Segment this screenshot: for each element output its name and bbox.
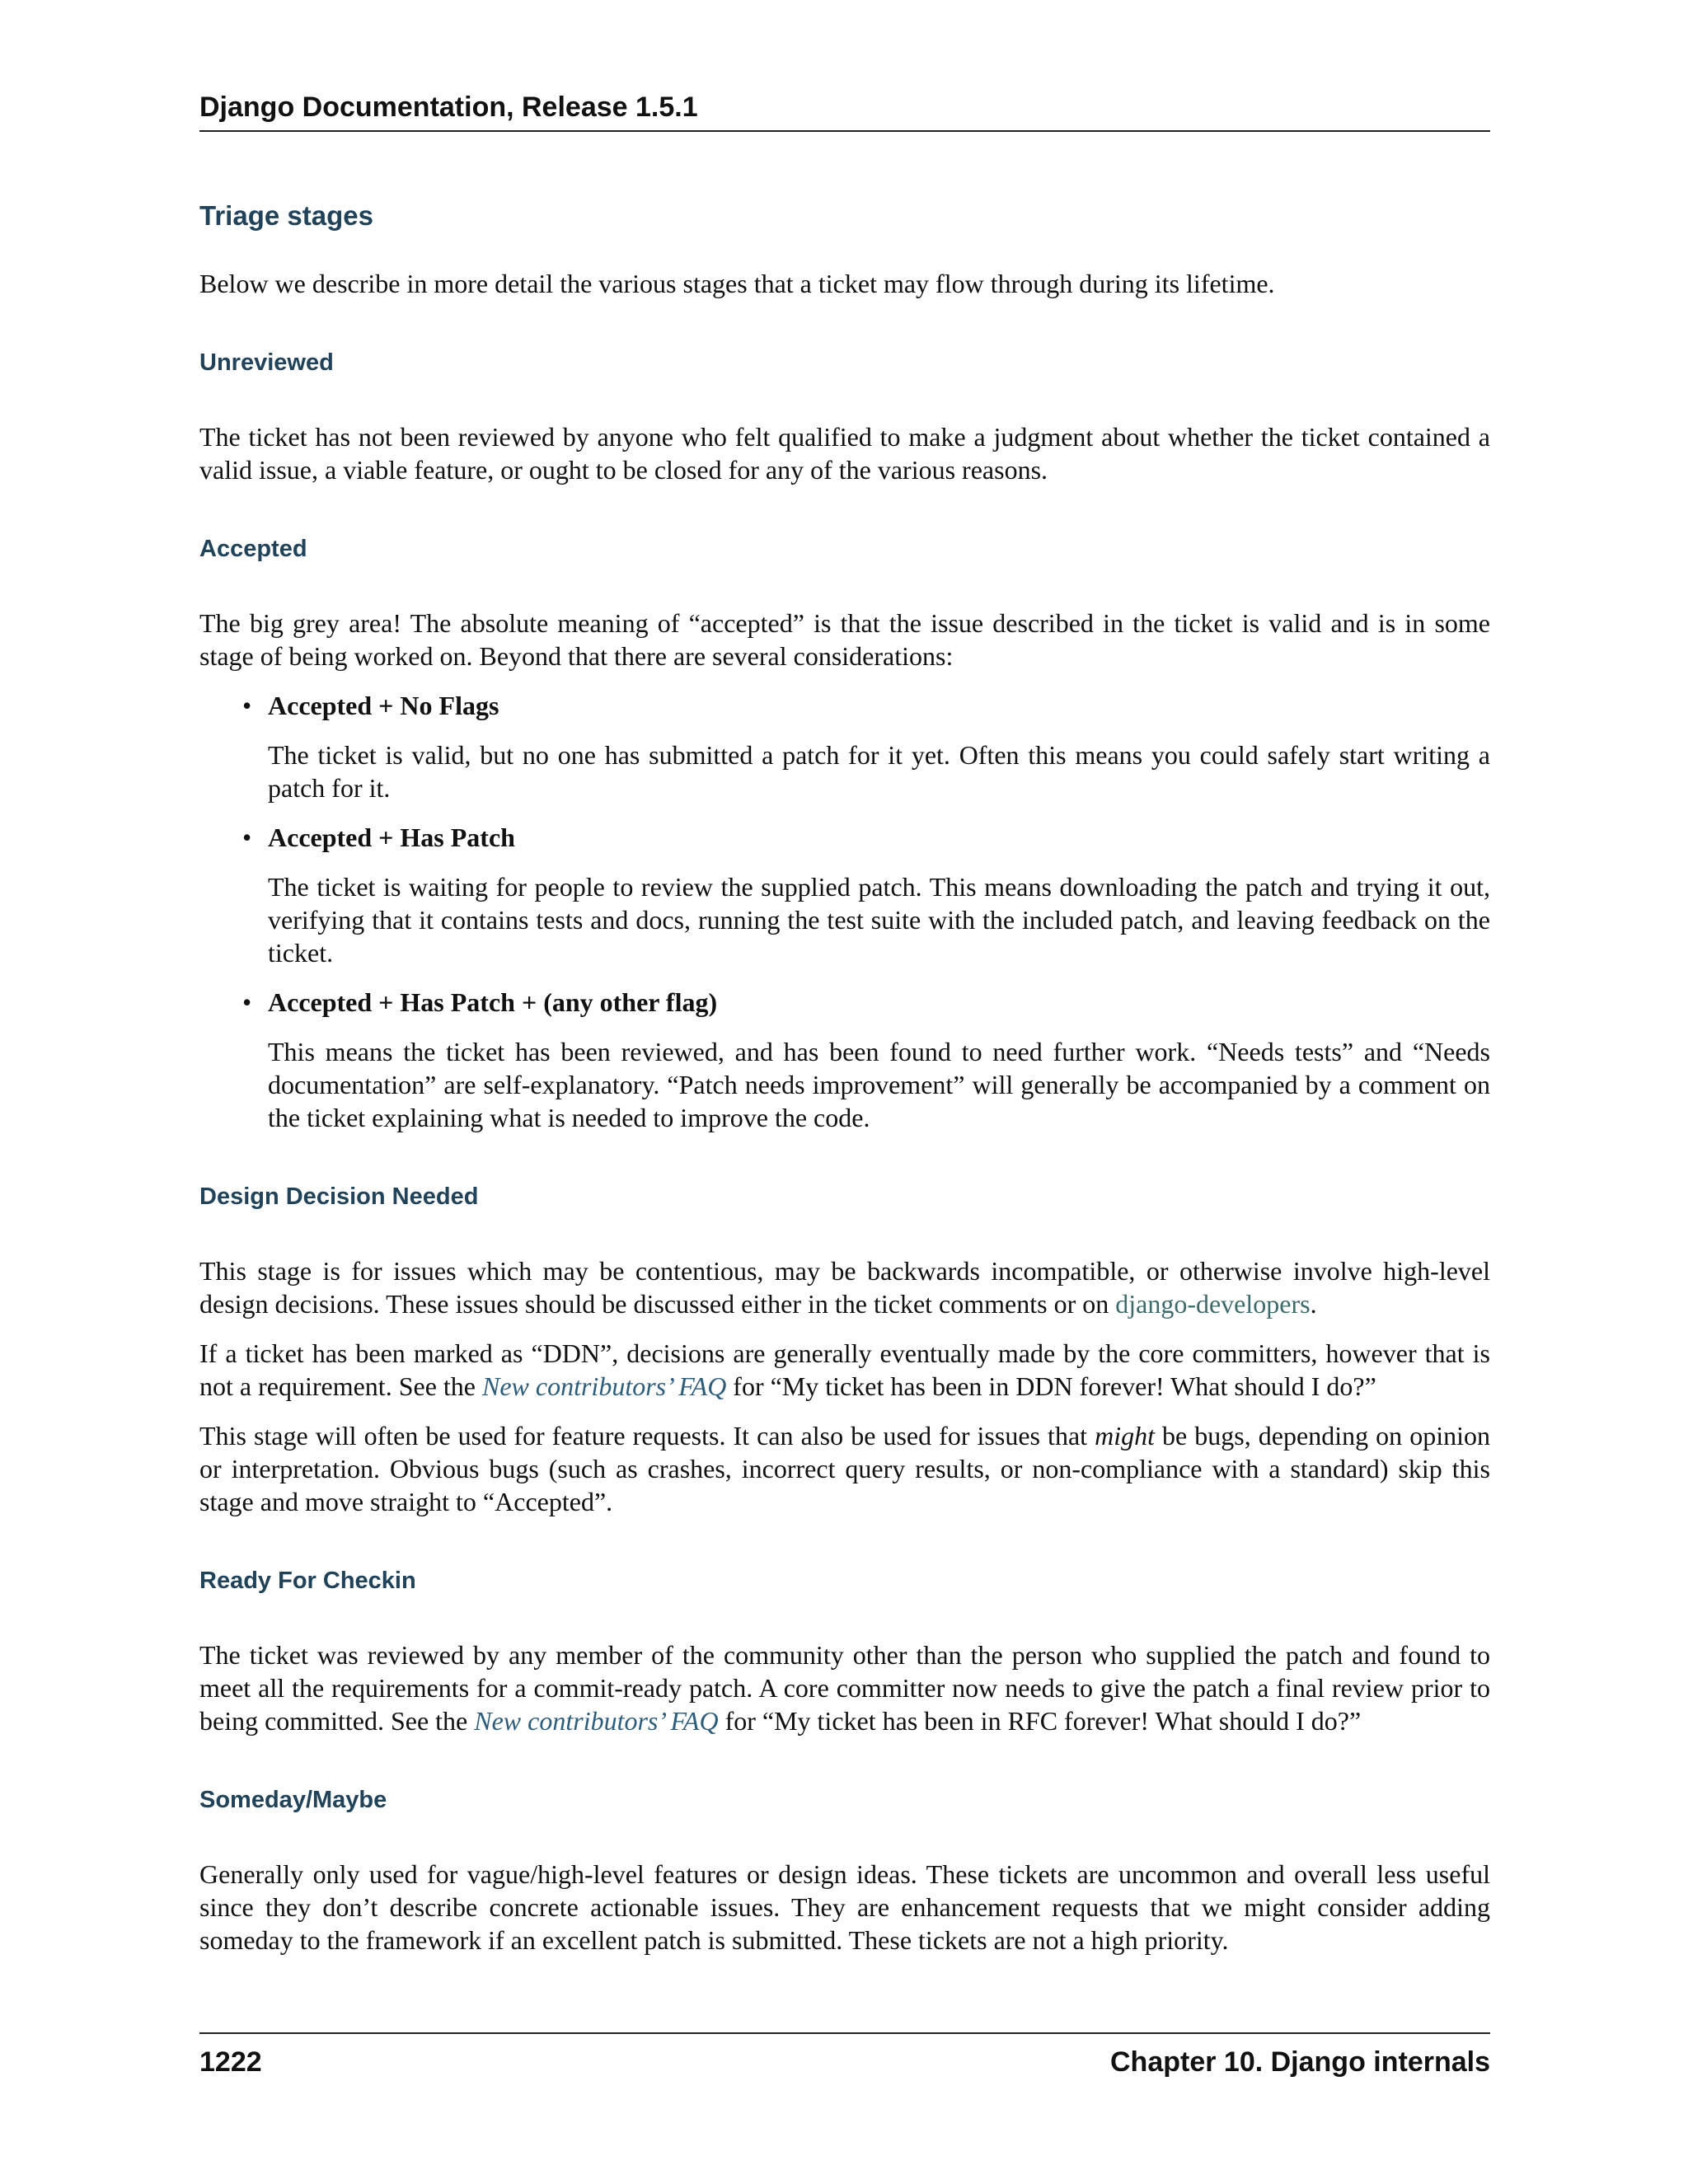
ddn-p1-end: . [1310,1289,1317,1319]
ddn-p2-end: for “My ticket has been in DDN forever! What should I do?” [726,1371,1376,1401]
ddn-paragraph-1 [199,1254,1490,1320]
ddn-p3-end: be bugs, depending on opinion or interpretation. Obvious bugs (such as crashes, incorrect query results, or non-compliance with a standard) skip this stage and move straight to “Accepted”. [199,1421,1491,1516]
ddn-paragraph-3 [199,1419,1490,1518]
rfc-text: The ticket was reviewed by any member of the community other than the person who supplied the patch and found to meet all the requirements for a commit-ready patch. A core committer now needs to give the patch a final review prior to being committed. See the [199,1640,1490,1736]
list-item-term: Accepted + Has Patch + (any other flag) [268,987,718,1017]
page-content [199,196,1490,1973]
bullet-icon: • [242,823,252,852]
page-number: 1222 [199,2046,262,2078]
bullet-icon: • [242,987,252,1017]
list-item-text: This means the ticket has been reviewed, and has been found to need further work. “Needs tests” and “Needs documentation” are self-explanatory. “Patch needs improvement” will generally be accompanied by a comment on the ticket explaining what is needed to improve the code. [268,1037,1490,1132]
heading-design-decision-needed: Design Decision Needed [199,1183,479,1210]
heading-ready-for-checkin: Ready For Checkin [199,1568,416,1594]
running-header: Django Documentation, Release 1.5.1 [199,91,1490,132]
accepted-text: The big grey area! The absolute meaning of “accepted” is that the issue described in the ticket is valid and is in some stage of being worked on. Beyond that there are several considerations: [199,608,1490,671]
list-item-text: The ticket is valid, but no one has submitted a patch for it yet. Often this means you could safely start writing a patch for it. [268,740,1490,803]
rfc-end: for “My ticket has been in RFC forever! What should I do?” [718,1706,1362,1736]
document-page [199,0,1490,2184]
section-intro: Below we describe in more detail the various stages that a ticket may flow through during its lifetime. [199,269,1275,298]
contributors-faq-link[interactable]: New contributors’ FAQ [474,1706,719,1736]
django-developers-link[interactable]: django-developers [1115,1289,1311,1319]
someday-text: Generally only used for vague/high-level features or design ideas. These tickets are uncommon and overall less useful since they don’t describe concrete actionable issues. They are enhancement requests that we might consider adding someday to the framework if an excellent patch is submitted. These tickets are not a high priority. [199,1859,1490,1955]
heading-unreviewed: Unreviewed [199,349,334,376]
rfc-paragraph [199,1638,1490,1737]
accepted-flags-list [199,689,1490,1134]
list-item [199,689,1490,804]
section-title: Triage stages [199,200,373,231]
heading-someday-maybe: Someday/Maybe [199,1787,387,1813]
list-item-term: Accepted + Has Patch [268,823,515,852]
contributors-faq-link[interactable]: New contributors’ FAQ [481,1371,727,1401]
list-item [199,821,1490,969]
heading-accepted: Accepted [199,536,307,562]
chapter-title: Chapter 10. Django internals [1110,2046,1490,2078]
ddn-p2-text: If a ticket has been marked as “DDN”, decisions are generally eventually made by the core committers, however that is not a requirement. See the [199,1338,1490,1401]
bullet-icon: • [242,691,252,720]
list-item-term: Accepted + No Flags [268,691,499,720]
ddn-p3-text: This stage will often be used for feature requests. It can also be used for issues that [199,1421,1095,1451]
running-footer [199,2032,1490,2080]
list-item-text: The ticket is waiting for people to review the supplied patch. This means downloading the patch and trying it out, verifying that it contains tests and docs, running the test suite with the included patch, and leaving feedback on the ticket. [268,872,1490,968]
list-item [199,986,1490,1134]
unreviewed-text: The ticket has not been reviewed by anyone who felt qualified to make a judgment about whether the ticket contained a valid issue, a viable feature, or ought to be closed for any of the various reasons. [199,422,1490,485]
ddn-p3-emphasis: might [1095,1421,1155,1451]
ddn-p1-text: This stage is for issues which may be contentious, may be backwards incompatible, or otherwise involve high-level design decisions. These issues should be discussed either in the ticket comments or on [199,1256,1490,1319]
ddn-paragraph-2 [199,1337,1490,1403]
